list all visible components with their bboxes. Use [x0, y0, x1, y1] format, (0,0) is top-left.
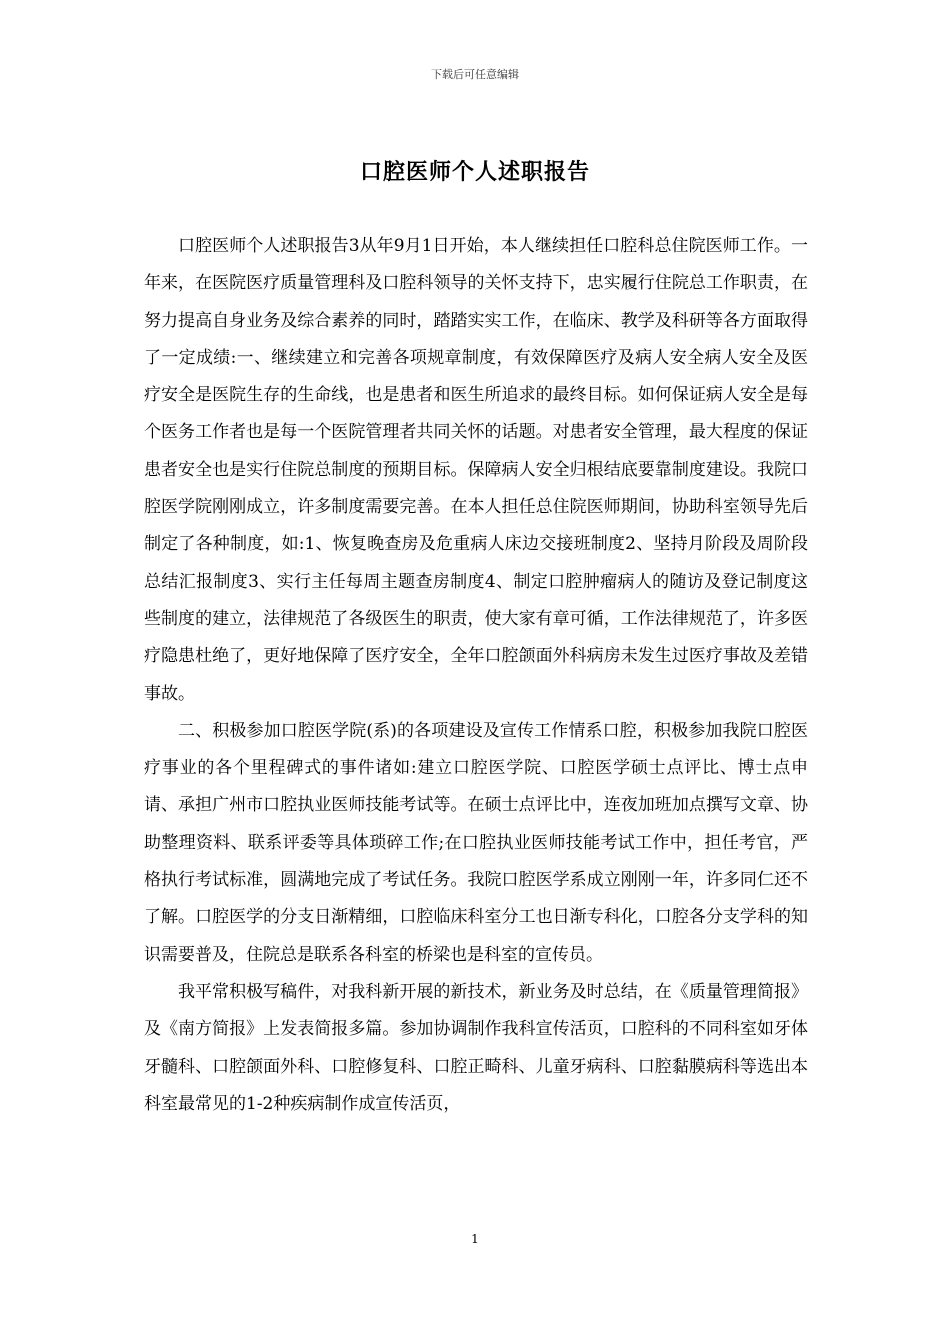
document-title: 口腔医师个人述职报告 [359, 159, 590, 185]
paragraph-2: 二、积极参加口腔医学院(系)的各项建设及宣传工作情系口腔，积极参加我院口腔医疗事业的各个里程碑式的事件诸如:建立口腔医学院、口腔医学硕士点评比、博士点申请、承担广州市口腔执业医师技能考试等。在硕士点评比中，连夜加班加点撰写文章、协助整理资料、联系评委等具体琐碎工作;在口腔执业医师技能考试工作中，担任考官，严格执行考试标准，圆满地完成了考试任务。我院口腔医学系成立刚刚一年，许多同仁还不了解。口腔医学的分支日渐精细，口腔临床科室分工也日渐专科化，口腔各分支学科的知识需要普及，住院总是联系各科室的桥梁也是科室的宣传员。 [144, 720, 808, 965]
paragraph-1: 口腔医师个人述职报告3从年9月1日开始，本人继续担任口腔科总住院医师工作。一年来，在医院医疗质量管理科及口腔科领导的关怀支持下，忠实履行住院总工作职责，在努力提高自身业务及综合素养的同时，踏踏实实工作，在临床、教学及科研等各方面取得了一定成绩:一、继续建立和完善各项规章制度，有效保障医疗及病人安全病人安全及医疗安全是医院生存的生命线，也是患者和医生所追求的最终目标。如何保证病人安全是每个医务工作者也是每一个医院管理者共同关怀的话题。对患者安全管理，最大程度的保证患者安全也是实行住院总制度的预期目标。保障病人安全归根结底要靠制度建设。我院口腔医学院刚刚成立，许多制度需要完善。在本人担任总住院医师期间，协助科室领导先后制定了各种制度，如:1、恢复晚查房及危重病人床边交接班制度2、坚持月阶段及周阶段总结汇报制度3、实行主任每周主题查房制度4、制定口腔肿瘤病人的随访及登记制度这些制度的建立，法律规范了各级医生的职责，使大家有章可循，工作法律规范了，许多医疗隐患杜绝了，更好地保障了医疗安全，全年口腔颌面外科病房未发生过医疗事故及差错事故。 [144, 236, 808, 704]
document-body [144, 228, 808, 1123]
paragraph-3: 我平常积极写稿件，对我科新开展的新技术，新业务及时总结，在《质量管理简报》及《南方简报》上发表简报多篇。参加协调制作我科宣传活页，口腔科的不同科室如牙体牙髓科、口腔颌面外科、口腔修复科、口腔正畸科、儿童牙病科、口腔黏膜病科等选出本科室最常见的1-2种疾病制作成宣传活页， [144, 981, 808, 1114]
header-note: 下载后可任意编辑 [431, 68, 519, 81]
page-number: 1 [471, 1232, 479, 1246]
